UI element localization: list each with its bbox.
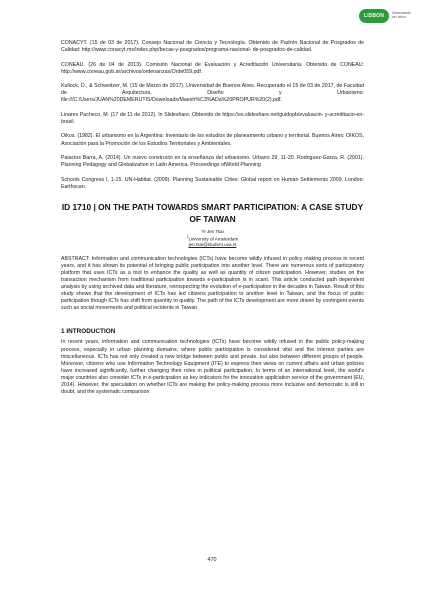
section-heading: 1 INTRODUCTION	[61, 328, 116, 336]
reference-item: Schools Congress I, 1-15. UN-Habitat. (2009). Planning Sustainable Cities: Global report on Human Settlements 2009. London: Earthscan.	[61, 176, 364, 190]
paper-author: Yi-Jen Tsai	[201, 228, 224, 234]
abstract: ABSTRACT: Information and communication technologies (ICTs) have become wildly infused in policy making process in recent years, and it has shown its potential of bringing public participation into another level. There are numerous sorts of participatory platform that uses ICTs as a tool to enhance the quality as well as quantity of citizen participation. However, studies on the transaction mechanism from traditional participation towards e-participation is in scant. This article conducted path dependent analysis by using archived data and literature, retrospecting the evolution of e-participation in the decades in Taiwan. Result of this study shows that the development of ICTs has led citizens participation to another level in Taiwan, and the focus of public participation though ICTs has shift from quantity to quality. The path of the ICTs development are more driven by contingent events such as social movements and political incidents in Taiwan.	[61, 255, 364, 312]
logo-mark: LISBON	[359, 9, 389, 23]
publisher-logo	[359, 9, 414, 23]
logo-subtitle: Universidade de Lisboa	[392, 11, 411, 19]
author-email-link[interactable]: jen.tsai@student.uva.nl	[188, 241, 237, 247]
reference-item: CONACYT. (15 de 03 de 2017). Consejo Nacional de Ciencia y Tecnología. Obtenido de Padrón Nacional de Posgrados de Calidad: http://www.conacyt.mx/index.php/becas-y-posgrados/programa-nacional- de-posgrados-de-calidad.	[61, 40, 364, 54]
reference-item: Kullock, D., & Schweitzer, M. (15 de Marzo de 2017). Universidad de Buenos Aires. Recuperado el 15 de 03 de 2017, de Facultad de Arquitectura, Diseño y Urbanismo: file:///C:/Users/JUAN%20DEMERUTIS/Downloads/Maestr%C3%ADa%20PROPUR%20(2).pdf.	[61, 83, 364, 104]
reference-item: Linares Pacheco, M. (17 de 11 de 2012). In Slideshare. Obtenido de https://es.slideshare.net/guidopb/evaluacin- y-acreditacin-en-brasil.	[61, 111, 364, 125]
reference-item: Palacios Barra, A. (2014). Un nuevo constructo en la enseñanza del urbanismo. Urbano 29, 11-20. Rodriguez-Garza, R. (2001). Planning Pedagogy and Globalization in Latin America. Proceedings ofWorld Planning	[61, 154, 364, 169]
paper-affiliation	[61, 235, 364, 242]
paper-title: ID 1710 | ON THE PATH TOWARDS SMART PARTICIPATION: A CASE STUDY OF TAIWAN	[61, 201, 364, 225]
affiliation-name: University of Amsterdam	[188, 236, 239, 242]
page-number: 470	[207, 557, 217, 563]
reference-list	[61, 40, 364, 191]
reference-item: Oikos. (1982). El urbanismo en la Argentina: Inventario de los estudios de planeamiento urbano y territorial. Buenos Aires: OIKOS, Asociación para la Promoción de los Estudios Territoriales y Ambientales.	[61, 133, 364, 147]
introduction-paragraph: In recent years, information and communication technologies (ICTs) have become wildly infused in the public policy-making process, especially in urban planning domains, where public participation is considered vital and the interest parties are miscellaneous. ICTs has not only created a new bridge between public and private, but also between different groups of people. Moreover, citizens who use Information Technology Equipment (ITE) to express their views on current affairs and urban policies have increased significantly, further changing their roles in political participation. In terms of an international level, the world's major countries also consider ICTs in e-participation as key indicators for the innovation application service of the government (EU, 2014). However, the speculation on whether ICTs are making the policy-making process more inclusive and democratic is still in doubt, and the systematic comparison	[61, 339, 364, 396]
affiliation-mark: 1	[186, 234, 189, 239]
reference-item: CONEAU. (26 de 04 de 2013). Comisión Nacional de Evaluación y Acreditación Universitaria. Obtenido de CONEAU: http://www.coneau.gob.ar/archivos/ordenanzas/Orde059.pdf.	[61, 61, 364, 75]
page-content	[61, 40, 364, 396]
